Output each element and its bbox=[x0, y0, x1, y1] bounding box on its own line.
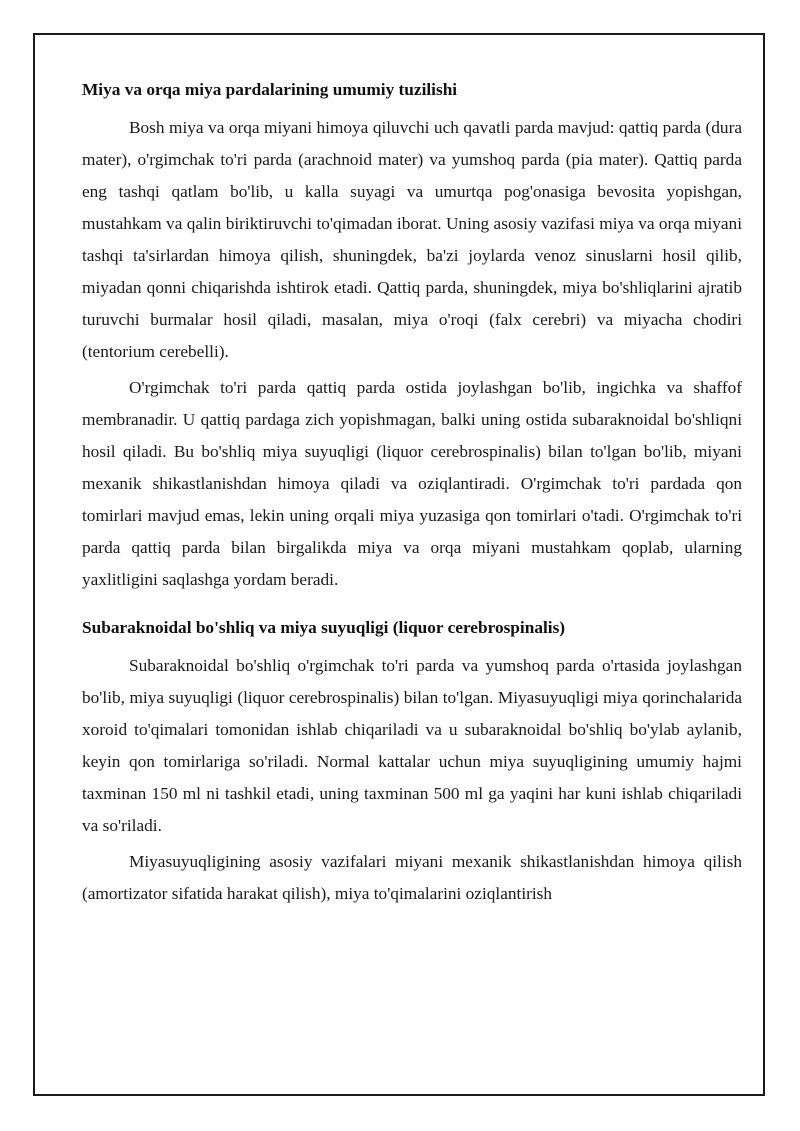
document-body bbox=[82, 74, 742, 914]
paragraph-subarachnoid-space: Subaraknoidal bo'shliq o'rgimchak to'ri parda va yumshoq parda o'rtasida joylashgan bo'lib, miya suyuqligi (liquor cerebrospinalis) bilan to'lgan. Miyasuyuqligi miya qorinchalarida xoroid to'qimalari tomonidan ishlab chiqariladi va u subaraknoidal bo'shliq bo'ylab aylanib, keyin qon tomirlariga so'riladi. Normal kattalar uchun miya suyuqligining umumiy hajmi taxminan 150 ml ni tashkil etadi, uning taxminan 500 ml ga yaqini har kuni ishlab chiqariladi va so'riladi. bbox=[82, 656, 742, 835]
paragraph-dura-mater: Bosh miya va orqa miyani himoya qiluvchi uch qavatli parda mavjud: qattiq parda (dura mater), o'rgimchak to'ri parda (arachnoid mater) va yumshoq parda (pia mater). Qattiq parda eng tashqi qatlam bo'lib, u kalla suyagi va umurtqa pog'onasiga bevosita yopishgan, mustahkam va qalin biriktiruvchi to'qimadan iborat. Uning asosiy vazifasi miya va orqa miyani tashqi ta'sirlardan himoya qilish, shuningdek, ba'zi joylarda venoz sinuslarni hosil qilib, miyadan qonni chiqarishda ishtirok etadi. Qattiq parda, shuningdek, miya bo'shliqlarini ajratib turuvchi burmalar hosil qiladi, masalan, miya o'roqi (falx cerebri) va miyacha chodiri (tentorium cerebelli). bbox=[82, 118, 742, 361]
paragraph-arachnoid-mater: O'rgimchak to'ri parda qattiq parda ostida joylashgan bo'lib, ingichka va shaffof membranadir. U qattiq pardaga zich yopishmagan, balki uning ostida subaraknoidal bo'shliqni hosil qiladi. Bu bo'shliq miya suyuqligi (liquor cerebrospinalis) bilan to'lgan bo'lib, miyani mexanik shikastlanishdan himoya qiladi va oziqlantiradi. O'rgimchak to'ri pardada qon tomirlari mavjud emas, lekin uning orqali miya yuzasiga qon tomirlari o'tadi. O'rgimchak to'ri parda qattiq parda bilan birgalikda miya va orqa miyani mustahkam qoplab, ularning yaxlitligini saqlashga yordam beradi. bbox=[82, 378, 742, 589]
section-heading-subarachnoid: Subaraknoidal bo'shliq va miya suyuqligi (liquor cerebrospinalis) bbox=[82, 618, 566, 637]
section-heading-meninges: Miya va orqa miya pardalarining umumiy tuzilishi bbox=[82, 80, 458, 99]
paragraph-csf-functions: Miyasuyuqligining asosiy vazifalari miyani mexanik shikastlanishdan himoya qilish (amortizator sifatida harakat qilish), miya to'qimalarini oziqlantirish bbox=[82, 852, 742, 903]
